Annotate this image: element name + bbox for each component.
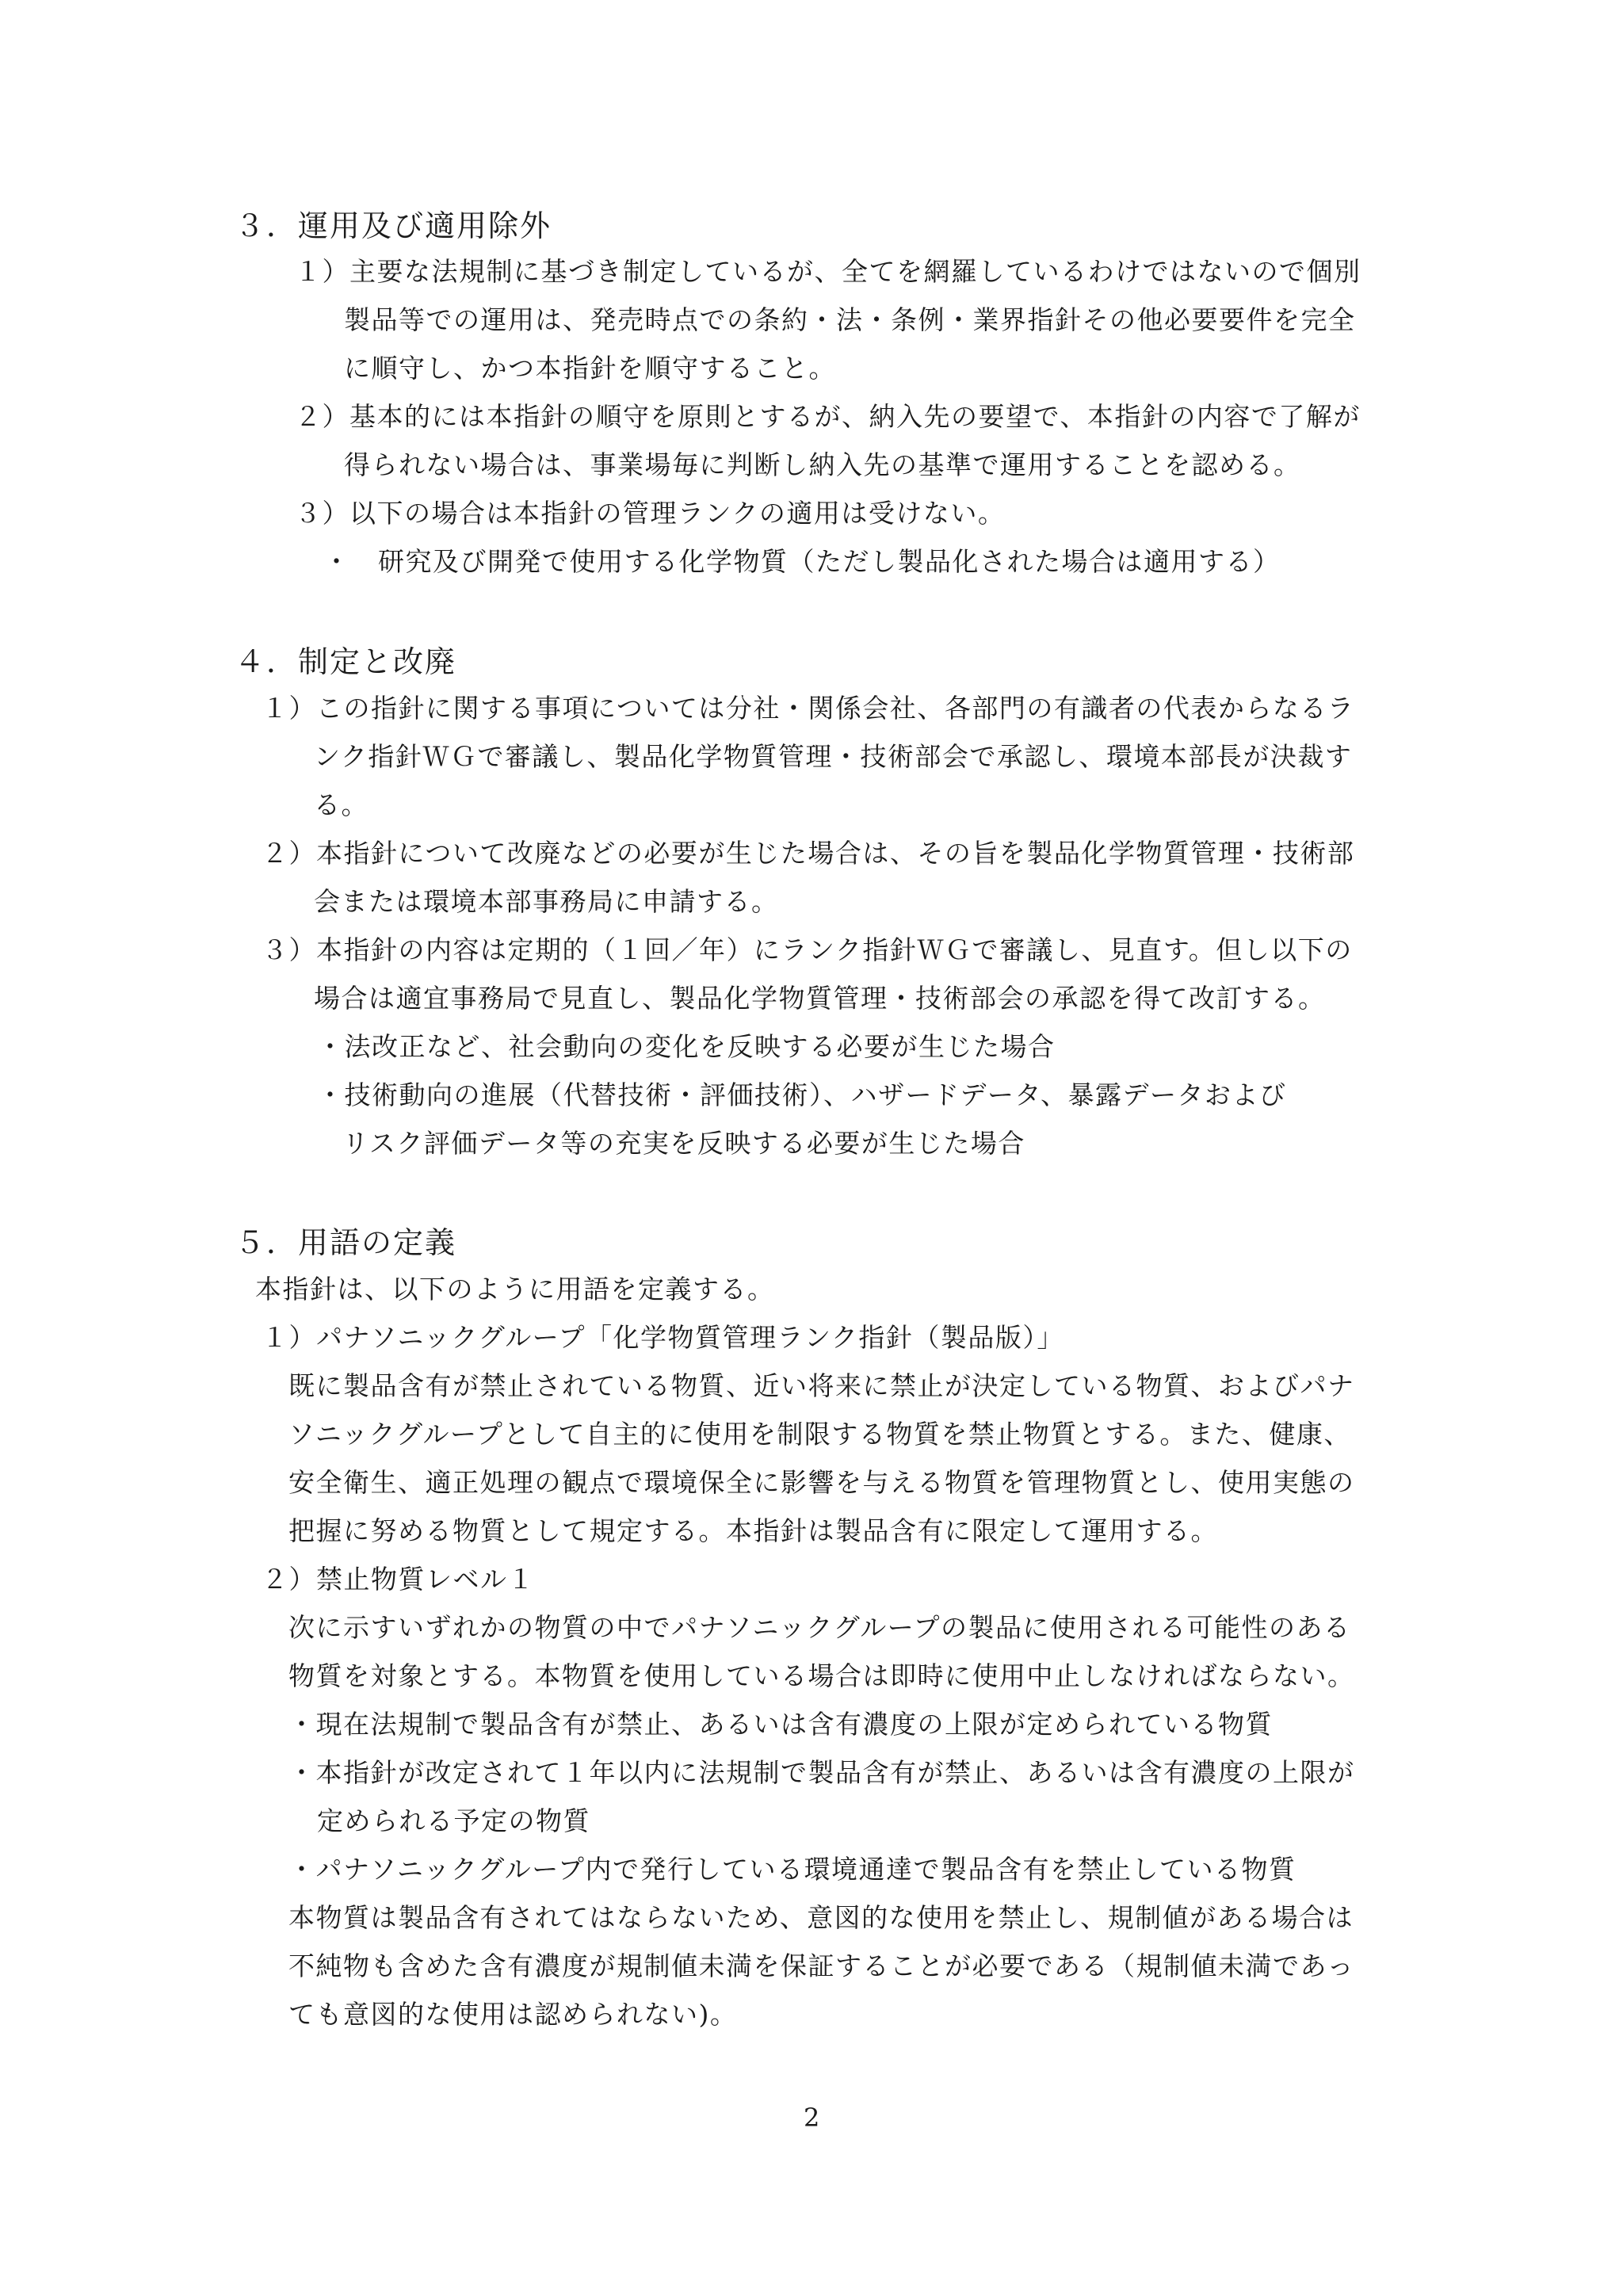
s5-bullet1: ・現在法規制で製品含有が禁止、あるいは含有濃度の上限が定められている物質 bbox=[288, 1709, 1273, 1740]
s3-item1-line2: 製品等での運用は、発売時点での条約・法・条例・業界指針その他必要要件を完全 bbox=[344, 304, 1356, 335]
s5-item1-body-line1: 既に製品含有が禁止されている物質、近い将来に禁止が決定している物質、およびパナ bbox=[288, 1370, 1355, 1401]
s4-item2-line2: 会または環境本部事務局に申請する。 bbox=[314, 886, 779, 917]
s3-item1-line3: に順守し、かつ本指針を順守すること。 bbox=[344, 353, 836, 384]
s5-closing-line3: ても意図的な使用は認められない)。 bbox=[288, 1999, 738, 2030]
s5-closing-line1: 本物質は製品含有されてはならないため、意図的な使用を禁止し、規制値がある場合は bbox=[288, 1902, 1354, 1933]
s5-item2-title: ２）禁止物質レベル１ bbox=[262, 1564, 535, 1595]
s4-item3-line2: 場合は適宜事務局で見直し、製品化学物質管理・技術部会の承認を得て改訂する。 bbox=[314, 983, 1326, 1014]
s3-item3-bullet: ・ 研究及び開発で使用する化学物質（ただし製品化された場合は適用する） bbox=[323, 546, 1281, 577]
s5-bullet2-line2: 定められる予定の物質 bbox=[317, 1805, 590, 1836]
s3-item1-line1: １）主要な法規制に基づき制定しているが、全てを網羅しているわけではないので個別 bbox=[295, 256, 1361, 287]
s5-closing-line2: 不純物も含めた含有濃度が規制値未満を保証することが必要である（規制値未満であっ bbox=[288, 1950, 1355, 1981]
s5-item2-body-line1: 次に示すいずれかの物質の中でパナソニックグループの製品に使用される可能性のある bbox=[288, 1612, 1351, 1643]
s4-item3-line1: ３）本指針の内容は定期的（１回／年）にランク指針ＷＧで審議し、見直す。但し以下の bbox=[262, 934, 1353, 965]
s5-item2-body-line2: 物質を対象とする。本物質を使用している場合は即時に使用中止しなければならない。 bbox=[288, 1660, 1355, 1691]
s3-item2-line2: 得られない場合は、事業場毎に判断し納入先の基準で運用することを認める。 bbox=[344, 449, 1301, 480]
s4-bullet2-line2: リスク評価データ等の充実を反映する必要が生じた場合 bbox=[342, 1128, 1025, 1159]
s5-item1-body-line4: 把握に努める物質として規定する。本指針は製品含有に限定して運用する。 bbox=[288, 1515, 1218, 1546]
s5-item1-body-line2: ソニックグループとして自主的に使用を制限する物質を禁止物質とする。また、健康、 bbox=[288, 1419, 1351, 1450]
s4-item1-line3: る。 bbox=[314, 789, 369, 820]
s5-intro: 本指針は、以下のように用語を定義する。 bbox=[255, 1274, 775, 1305]
s5-item1-body-line3: 安全衛生、適正処理の観点で環境保全に影響を与える物質を管理物質とし、使用実態の bbox=[288, 1467, 1355, 1498]
s4-item1-line2: ンク指針ＷＧで審議し、製品化学物質管理・技術部会で承認し、環境本部長が決裁す bbox=[314, 741, 1353, 772]
page-number: 2 bbox=[804, 2103, 821, 2133]
s4-bullet1: ・法改正など、社会動向の変化を反映する必要が生じた場合 bbox=[317, 1031, 1056, 1062]
s5-item1-title: １）パナソニックグループ「化学物質管理ランク指針（製品版）」 bbox=[262, 1322, 1064, 1353]
s5-bullet2-line1: ・本指針が改定されて１年以内に法規制で製品含有が禁止、あるいは含有濃度の上限が bbox=[288, 1757, 1355, 1788]
s4-bullet2-line1: ・技術動向の進展（代替技術・評価技術）、ハザードデータ、暴露データおよび bbox=[317, 1079, 1287, 1110]
section-5-heading: ５．用語の定義 bbox=[235, 1225, 457, 1260]
section-4-heading: ４．制定と改廃 bbox=[235, 644, 457, 679]
s3-item3: ３）以下の場合は本指針の管理ランクの適用は受けない。 bbox=[295, 498, 1006, 529]
s5-bullet3: ・パナソニックグループ内で発行している環境通達で製品含有を禁止している物質 bbox=[288, 1854, 1296, 1885]
section-3-heading: ３．運用及び適用除外 bbox=[235, 208, 552, 243]
s3-item2-line1: ２）基本的には本指針の順守を原則とするが、納入先の要望で、本指針の内容で了解が bbox=[295, 401, 1361, 432]
s4-item2-line1: ２）本指針について改廃などの必要が生じた場合は、その旨を製品化学物質管理・技術部 bbox=[262, 838, 1355, 869]
s4-item1-line1: １）この指針に関する事項については分社・関係会社、各部門の有識者の代表からなるラ bbox=[262, 693, 1355, 724]
